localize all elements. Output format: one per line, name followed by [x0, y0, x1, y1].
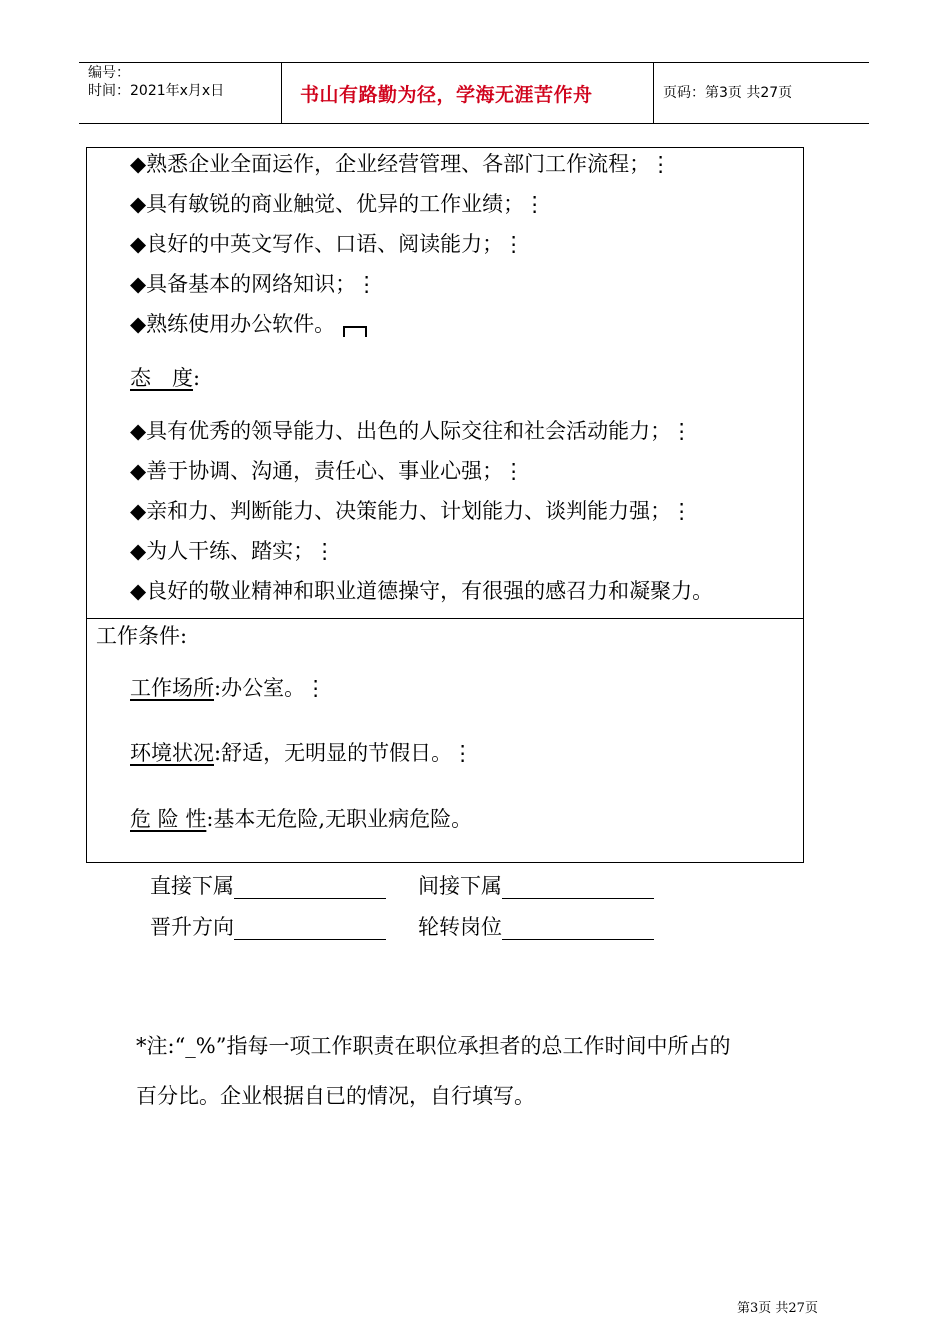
attitude-colon: : — [193, 366, 201, 390]
skill-item: ◆具有敏锐的商业触觉、优异的工作业绩；⋮ — [130, 192, 546, 216]
promotion-row — [150, 914, 386, 940]
indirect-subordinates-row — [418, 873, 654, 899]
footer-page-number: 第3页 共27页 — [737, 1301, 818, 1316]
note-line-1: *注:“_%”指每一项工作职责在职位承担者的总工作时间中所占的 — [136, 1034, 731, 1058]
direct-subordinates-field[interactable] — [234, 876, 386, 899]
promotion-field[interactable] — [234, 917, 386, 940]
rotation-label: 轮转岗位 — [418, 915, 502, 939]
header-divider-left — [281, 62, 282, 124]
workplace-value: :办公室。⋮ — [214, 676, 327, 700]
header-page-number: 页码：第3页 共27页 — [663, 85, 793, 101]
header-bottom-rule — [79, 123, 869, 124]
skill-item: ◆良好的中英文写作、口语、阅读能力；⋮ — [130, 232, 525, 256]
skill-item-text: ◆熟练使用办公软件。 — [130, 312, 336, 336]
attitude-item: ◆良好的敬业精神和职业道德操守，有很强的感召力和凝聚力。 — [130, 579, 714, 603]
rotation-field[interactable] — [502, 917, 654, 940]
attitude-item: ◆善于协调、沟通，责任心、事业心强；⋮ — [130, 459, 525, 483]
header-divider-right — [653, 62, 654, 124]
risk-label: 危 险 性 — [130, 807, 207, 831]
environment-value: :舒适，无明显的节假日。⋮ — [214, 741, 474, 765]
workplace-label: 工作场所 — [130, 676, 214, 700]
attitude-heading — [130, 365, 200, 391]
risk-value: :基本无危险,无职业病危险。 — [206, 807, 473, 831]
skill-item: ◆熟悉企业全面运作，企业经营管理、各部门工作流程；⋮ — [130, 152, 672, 176]
skill-item: ◆具备基本的网络知识；⋮ — [130, 272, 378, 296]
skill-item — [130, 311, 367, 337]
indirect-subordinates-field[interactable] — [502, 876, 654, 899]
attitude-item: ◆为人干练、踏实；⋮ — [130, 539, 336, 563]
attitude-item: ◆亲和力、判断能力、决策能力、计划能力、谈判能力强；⋮ — [130, 499, 693, 523]
header-motto: 书山有路勤为径，学海无涯苦作舟 — [300, 84, 593, 106]
promotion-label: 晋升方向 — [150, 915, 234, 939]
direct-subordinates-label: 直接下属 — [150, 874, 234, 898]
document-date: 时间：2021年x月x日 — [88, 83, 225, 99]
attitude-label: 态 度 — [130, 366, 193, 390]
conditions-title: 工作条件: — [96, 624, 188, 648]
rotation-row — [418, 914, 654, 940]
workplace-row — [130, 675, 326, 701]
document-number-label: 编号： — [88, 65, 130, 81]
bracket-mark-icon — [343, 326, 367, 337]
risk-row — [130, 806, 472, 832]
note-line-2: 百分比。企业根据自已的情况，自行填写。 — [136, 1084, 535, 1108]
header-top-rule — [79, 62, 869, 63]
environment-label: 环境状况 — [130, 741, 214, 765]
direct-subordinates-row — [150, 873, 386, 899]
attitude-item: ◆具有优秀的领导能力、出色的人际交往和社会活动能力；⋮ — [130, 419, 693, 443]
environment-row — [130, 740, 473, 766]
indirect-subordinates-label: 间接下属 — [418, 874, 502, 898]
